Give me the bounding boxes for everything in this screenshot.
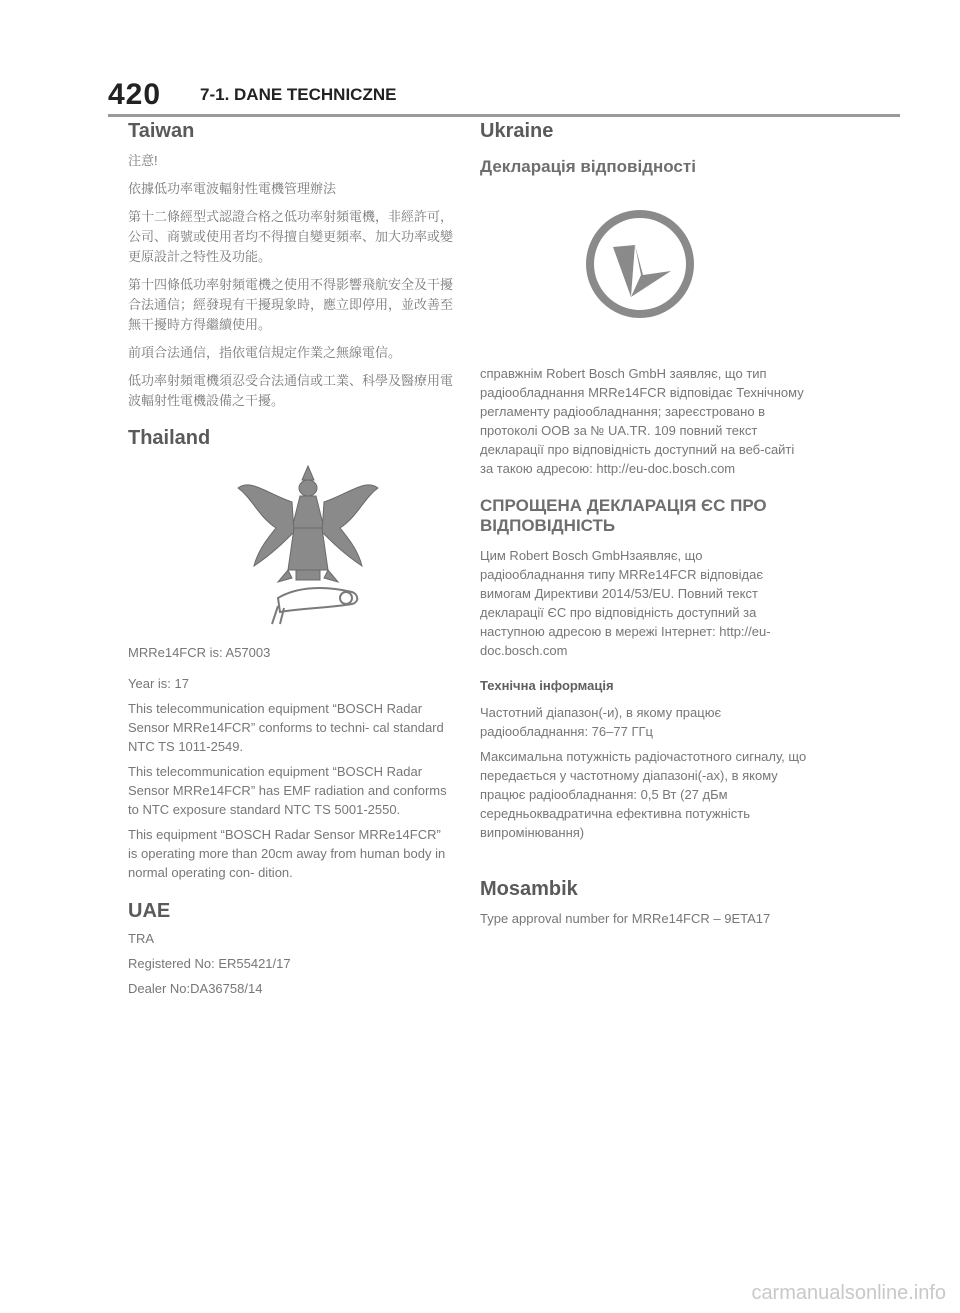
header-rule (108, 114, 900, 117)
section-thailand (128, 427, 453, 882)
footer-watermark: carmanualsonline.info (751, 1282, 946, 1304)
section-mosambik (480, 878, 810, 928)
taiwan-paragraph: 第十二條經型式認證合格之低功率射頻電機，非經許可，公司、商號或使用者均不得擅自變更頻率、加大功率或變更原設計之特性及功能。 (128, 209, 454, 264)
left-column (128, 120, 453, 1004)
thailand-line: MRRe14FCR is: A57003 (128, 645, 271, 660)
ukraine-subheading: Декларація відповідності (480, 157, 696, 176)
ukraine-tech-heading: Технічна інформація (480, 678, 614, 693)
taiwan-paragraph: 前項合法通信，指依電信規定作業之無線電信。 (128, 345, 402, 360)
thailand-paragraph: This telecommunication equipment “BOSCH Radar Sensor MRRe14FCR” conforms to techni- cal standard NTC TS 1011-2549. (128, 701, 444, 754)
section-uae (128, 900, 453, 998)
taiwan-paragraph: 依據低功率電波輻射性電機管理辦法 (128, 181, 337, 196)
uae-line: TRA (128, 931, 154, 946)
taiwan-paragraph: 低功率射頻電機須忍受合法通信或工業、科學及醫療用電波輻射性電機設備之干擾。 (128, 373, 454, 408)
thailand-paragraph: This equipment “BOSCH Radar Sensor MRRe14FCR” is operating more than 20cm away from human body in normal operating con- dition. (128, 827, 446, 880)
thailand-paragraph: This telecommunication equipment “BOSCH Radar Sensor MRRe14FCR” has EMF radiation and conforms to NTC exposure standard NTC TS 5001-2550. (128, 764, 447, 817)
section-heading-mosambik: Mosambik (480, 878, 578, 900)
ukraine-conformity-mark-icon (585, 209, 695, 319)
ukraine-frequency-paragraph: Частотний діапазон(-и), в якому працює радіообладнання: 76–77 ГГц (480, 705, 722, 739)
section-heading-ukraine: Ukraine (480, 120, 554, 142)
page-header (108, 78, 900, 116)
ukraine-eu-paragraph: Цим Robert Bosch GmbHзаявляє, що радіообладнання типу MRRe14FCR відповідає вимогам Директиви 2014/53/EU. Повний текст декларації ЄС про відповідність доступний за наступною адресою в мережі Інтернет: http://eu-doc.bosch.com (480, 548, 771, 658)
section-heading-taiwan: Taiwan (128, 120, 195, 142)
section-ukraine (480, 120, 810, 842)
uae-line: Dealer No:DA36758/14 (128, 981, 263, 996)
garuda-emblem-icon (228, 458, 388, 628)
ukraine-caps-heading: СПРОЩЕНА ДЕКЛАРАЦІЯ ЄС ПРО ВІДПОВІДНІСТЬ (480, 496, 767, 535)
taiwan-paragraph: 第十四條低功率射頻電機之使用不得影響飛航安全及干擾合法通信；經發現有干擾現象時，應立即停用，並改善至無干擾時方得繼續使用。 (128, 277, 454, 332)
uae-line: Registered No: ER55421/17 (128, 956, 291, 971)
section-heading-thailand: Thailand (128, 427, 211, 449)
section-heading-uae: UAE (128, 900, 171, 922)
thailand-line: Year is: 17 (128, 676, 189, 691)
page-number: 420 (108, 78, 162, 111)
ukraine-power-paragraph: Максимальна потужність радіочастотного сигналу, що передається у частотному діапазоні(-ах), в якому працює радіообладнання: 0,5 Вт (27 дБм середньоквадратична ефективна потужність випромінювання) (480, 749, 807, 840)
right-column (480, 120, 810, 934)
ukraine-declaration-paragraph: справжнім Robert Bosch GmbH заявляє, що тип радіообладнання MRRe14FCR відповідає Технічному регламенту радіообладнання; зареєстровано в протоколі OOB за № UA.TR. 109 повний текст декларації про відповідність доступний на веб-сайті за такою адресою: http://eu-doc.bosch.com (480, 366, 804, 476)
section-taiwan (128, 120, 453, 411)
taiwan-notice: 注意! (128, 153, 158, 168)
chapter-title: 7-1. DANE TECHNICZNE (200, 85, 397, 104)
mosambik-paragraph: Type approval number for MRRe14FCR – 9ETA17 (480, 911, 771, 926)
